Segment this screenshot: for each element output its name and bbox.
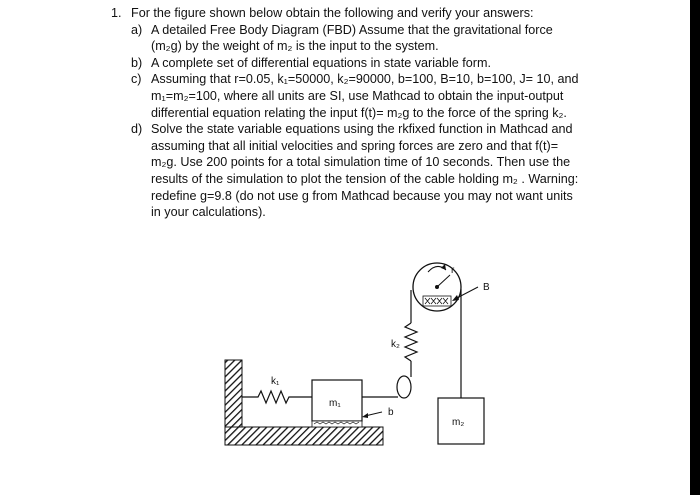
problem-intro: For the figure shown below obtain the following and verify your answers: [131,6,534,20]
cable-ring [397,376,411,398]
part-d-line-5: redefine g=9.8 (do not use g from Mathcad because you may not want units [151,188,573,203]
part-c-text-1: Assuming that r=0.05, k₁=50000, k₂=90000, b=100, B=10, b=100, J= 10, and [151,72,579,87]
problem-number: 1. [111,6,122,20]
part-a-label: a) [131,22,143,37]
part-c-line-3: differential equation relating the input f(t)= m₂g to the force of the spring k₂. [151,105,567,120]
floor-hatch [225,427,383,445]
part-d-label: d) [131,122,143,137]
part-a-line-2: (m₂g) by the weight of m₂ is the input to the system. [151,39,439,54]
part-c-line-2: m₁=m₂=100, where all units are SI, use Mathcad to obtain the input-output [151,88,564,103]
spring-k2 [405,323,417,361]
part-c-label: c) [131,72,142,87]
label-m2: m₂ [452,417,465,428]
part-b-text-1: A complete set of differential equations in state variable form. [151,55,491,70]
part-d-line-6: in your calculations). [151,205,266,220]
part-d-line-3: m₂g. Use 200 points for a total simulation time of 10 seconds. Then use the [151,155,571,170]
part-b-label: b) [131,55,143,70]
label-B: B [483,282,490,293]
label-m1: m₁ [329,398,341,409]
label-k2: k₂ [391,339,400,350]
spring-k1 [242,391,312,403]
arrow-b [362,413,368,418]
part-d-line-2: assuming that all initial velocities and spring forces are zero and that f(t)= [151,138,559,153]
part-a-text-1: A detailed Free Body Diagram (FBD) Assume that the gravitational force [151,22,553,37]
part-d-line-4: results of the simulation to plot the tension of the cable holding m₂ . Warning: [151,171,579,186]
label-k1: k₁ [271,376,280,387]
label-b: b [388,407,394,418]
part-d-text-1: Solve the state variable equations using the rkfixed function in Mathcad and [151,122,573,137]
label-r: r [451,265,455,276]
